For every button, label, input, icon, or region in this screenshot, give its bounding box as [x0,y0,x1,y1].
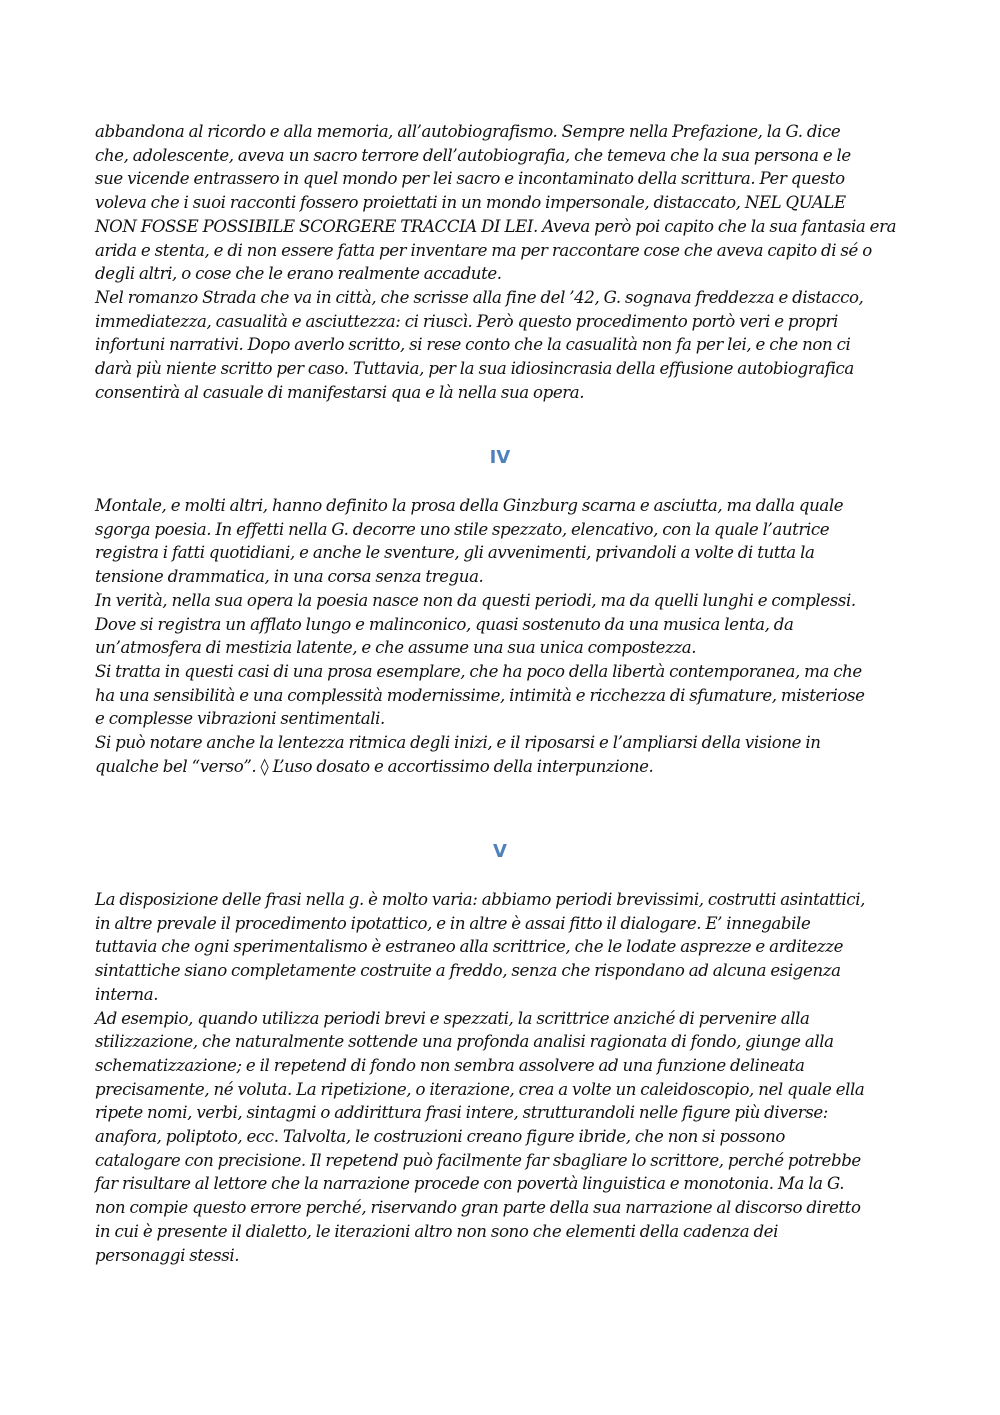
section-heading-v: V [493,841,507,862]
text-line: Si tratta in questi casi di una prosa esemplare, che ha poco della libertà contemporanea, ma che [95,661,862,681]
text-line: degli altri, o cose che le erano realmente accadute. [95,264,502,284]
paragraph-block-2 [95,494,910,778]
text-line: NON FOSSE POSSIBILE SCORGERE TRACCIA DI LEI. Aveva però poi capito che la sua fantasia era [95,216,897,236]
text-line: sintattiche siano completamente costruite a freddo, senza che rispondano ad alcuna esigenza [95,961,841,981]
text-line: in altre prevale il procedimento ipotattico, e in altre è assai fitto il dialogare. E’ innegabile [95,913,811,933]
text-line: non compie questo errore perché, riservando gran parte della sua narrazione al discorso diretto [95,1198,861,1218]
text-line: Si può notare anche la lentezza ritmica degli inizi, e il riposarsi e l’ampliarsi della visione in [95,733,821,753]
text-line: La disposizione delle frasi nella g. è molto varia: abbiamo periodi brevissimi, costrutti asintattici, [95,890,865,909]
text-line: schematizzazione; e il repetend di fondo non sembra assolvere ad una funzione delineata [95,1055,805,1075]
text-line: ha una sensibilità e una complessità modernissime, intimità e ricchezza di sfumature, misteriose [95,685,865,705]
text-line: in cui è presente il dialetto, le iterazioni altro non sono che elementi della cadenza dei [95,1221,779,1241]
text-line: e complesse vibrazioni sentimentali. [95,709,385,729]
text-line: sue vicende entrassero in quel mondo per lei sacro e incontaminato della scrittura. Per questo [95,169,845,189]
text-line: ripete nomi, verbi, sintagmi o addirittura frasi intere, strutturandoli nelle figure più diverse: [95,1103,828,1123]
text-line: interna. [95,984,159,1004]
text-line: Nel romanzo Strada che va in città, che scrisse alla fine del ’42, G. sognava freddezza e distacco, [95,287,864,307]
text-line: consentirà al casuale di manifestarsi qua e là nella sua opera. [95,382,585,402]
text-line: catalogare con precisione. Il repetend può facilmente far sbagliare lo scrittore, perché potrebbe [95,1150,861,1170]
paragraph-block-1 [95,120,910,404]
text-line: immediatezza, casualità e asciuttezza: ci riuscì. Però questo procedimento portò veri e propri [95,311,838,331]
text-line: Ad esempio, quando utilizza periodi brevi e spezzati, la scrittrice anziché di pervenire alla [95,1008,810,1028]
text-line: Dove si registra un afflato lungo e malinconico, quasi sostenuto da una musica lenta, da [95,614,794,634]
text-line: anafora, poliptoto, ecc. Talvolta, le costruzioni creano figure ibride, che non si possono [95,1127,785,1147]
text-line: stilizzazione, che naturalmente sottende una profonda analisi ragionata di fondo, giunge alla [95,1032,834,1052]
text-line: darà più niente scritto per caso. Tuttavia, per la sua idiosincrasia della effusione autobiografica [95,359,854,379]
text-line: qualche bel “verso”. ◊ L’uso dosato e accortissimo della interpunzione. [95,756,654,776]
text-line: arida e stenta, e di non essere fatta per inventare ma per raccontare cose che aveva capito di sé o [95,240,872,260]
text-line: voleva che i suoi racconti fossero proiettati in un mondo impersonale, distaccato, NEL QUALE [95,193,846,213]
text-line: infortuni narrativi. Dopo averlo scritto, si rese conto che la casualità non fa per lei, e che non ci [95,335,851,355]
paragraph-block-3 [95,888,910,1267]
text-line: registra i fatti quotidiani, e anche le sventure, gli avvenimenti, privandoli a volte di tutta la [95,543,815,563]
text-line: che, adolescente, aveva un sacro terrore dell’autobiografia, che temeva che la sua persona e le [95,145,851,165]
section-heading-iv: IV [489,447,511,468]
text-line: tuttavia che ogni sperimentalismo è estraneo alla scrittrice, che le lodate asprezze e arditezze [95,937,844,957]
text-line: far risultare al lettore che la narrazione procede con povertà linguistica e monotonia. Ma la G. [95,1174,845,1194]
text-line: un’atmosfera di mestizia latente, e che assume una sua unica compostezza. [95,638,697,658]
text-line: In verità, nella sua opera la poesia nasce non da questi periodi, ma da quelli lunghi e complessi. [95,590,856,610]
text-line: abbandona al ricordo e alla memoria, all’autobiografismo. Sempre nella Prefazione, la G. dice [95,122,841,141]
text-line: sgorga poesia. In effetti nella G. decorre uno stile spezzato, elencativo, con la quale l’autrice [95,519,830,539]
text-line: Montale, e molti altri, hanno definito la prosa della Ginzburg scarna e asciutta, ma dalla quale [95,496,844,515]
text-line: precisamente, né voluta. La ripetizione, o iterazione, crea a volte un caleidoscopio, nel quale ella [95,1079,865,1099]
text-line: tensione drammatica, in una corsa senza tregua. [95,567,484,587]
text-line: personaggi stessi. [95,1245,240,1265]
